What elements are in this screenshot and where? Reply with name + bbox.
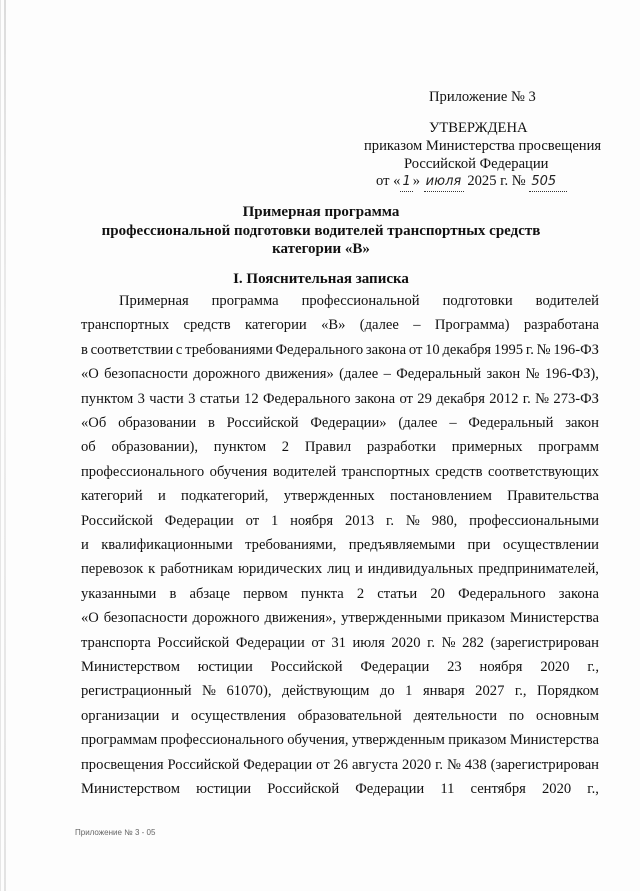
order-number: 505 xyxy=(529,173,567,192)
scan-edge xyxy=(4,0,6,891)
section-heading: I. Пояснительная записка xyxy=(233,271,409,287)
footer-note: Приложение № 3 - 05 xyxy=(75,828,156,837)
body-line: Примерная программа профессиональной подготовки водителей xyxy=(119,293,599,309)
title-line-3: категории «В» xyxy=(272,241,370,257)
body-line: «О безопасности дорожного движения», утвержденными приказом Министерства xyxy=(81,610,599,627)
title-line-2: профессиональной подготовки водителей транспортных средств xyxy=(101,223,541,239)
body-line: транспортных средств категории «В» (далее – Программа) разработана xyxy=(81,317,599,334)
body-line: транспорта Российской Федерации от 31 июля 2020 г. № 282 (зарегистрирован xyxy=(81,634,599,651)
body-line: категорий и подкатегорий, утвержденных постановлением Правительства xyxy=(81,488,599,505)
body-line: перевозок к работникам юридических лиц и индивидуальных предпринимателей, xyxy=(81,561,599,578)
order-line-1: приказом Министерства просвещения xyxy=(364,138,602,154)
title-line-1: Примерная программа xyxy=(242,204,400,220)
body-line: Министерством юстиции Российской Федерации 11 сентября 2020 г., xyxy=(81,781,599,797)
date-prefix: от « xyxy=(376,173,401,189)
body-line: и квалификационными требованиями, предъявляемыми при осуществлении xyxy=(81,537,599,553)
body-line: Министерством юстиции Российской Федерации 23 ноября 2020 г., xyxy=(81,659,599,675)
body-line: регистрационный № 61070), действующим до 1 января 2027 г., Порядком xyxy=(81,683,599,700)
order-line-2: Российской Федерации xyxy=(404,156,549,172)
body-line: об образовании), пунктом 2 Правил разработки примерных программ xyxy=(81,439,599,456)
date-day: 1 xyxy=(400,173,412,192)
body-line: программам профессионального обучения, утвержденным приказом Министерства xyxy=(81,732,599,749)
date-year: 2025 г. № xyxy=(467,173,526,189)
body-line: просвещения Российской Федерации от 26 августа 2020 г. № 438 (зарегистрирован xyxy=(81,756,599,773)
body-line: пунктом 3 части 3 статьи 12 Федерального закона от 29 декабря 2012 г. № 273-ФЗ xyxy=(81,390,599,407)
body-line: в соответствии с требованиями Федерального закона от 10 декабря 1995 г. № 196-ФЗ xyxy=(81,341,599,358)
appendix-label: Приложение № 3 xyxy=(429,89,536,105)
order-date-line xyxy=(376,172,567,192)
body-line: профессионального обучения водителей транспортных средств соответствующих xyxy=(81,463,599,480)
body-line: «Об образовании в Российской Федерации» (далее – Федеральный закон xyxy=(81,415,599,431)
date-mid: » xyxy=(412,173,421,189)
approved-label: УТВЕРЖДЕНА xyxy=(429,120,528,136)
body-line: организации и осуществления образовательной деятельности по основным xyxy=(81,707,599,724)
body-line: «О безопасности дорожного движения» (далее – Федеральный закон № 196-ФЗ), xyxy=(81,366,599,383)
date-month: июля xyxy=(424,173,464,192)
body-line: указанными в абзаце первом пункта 2 статьи 20 Федерального закона xyxy=(81,585,599,602)
body-line: Российской Федерации от 1 ноября 2013 г. № 980, профессиональными xyxy=(81,512,599,529)
